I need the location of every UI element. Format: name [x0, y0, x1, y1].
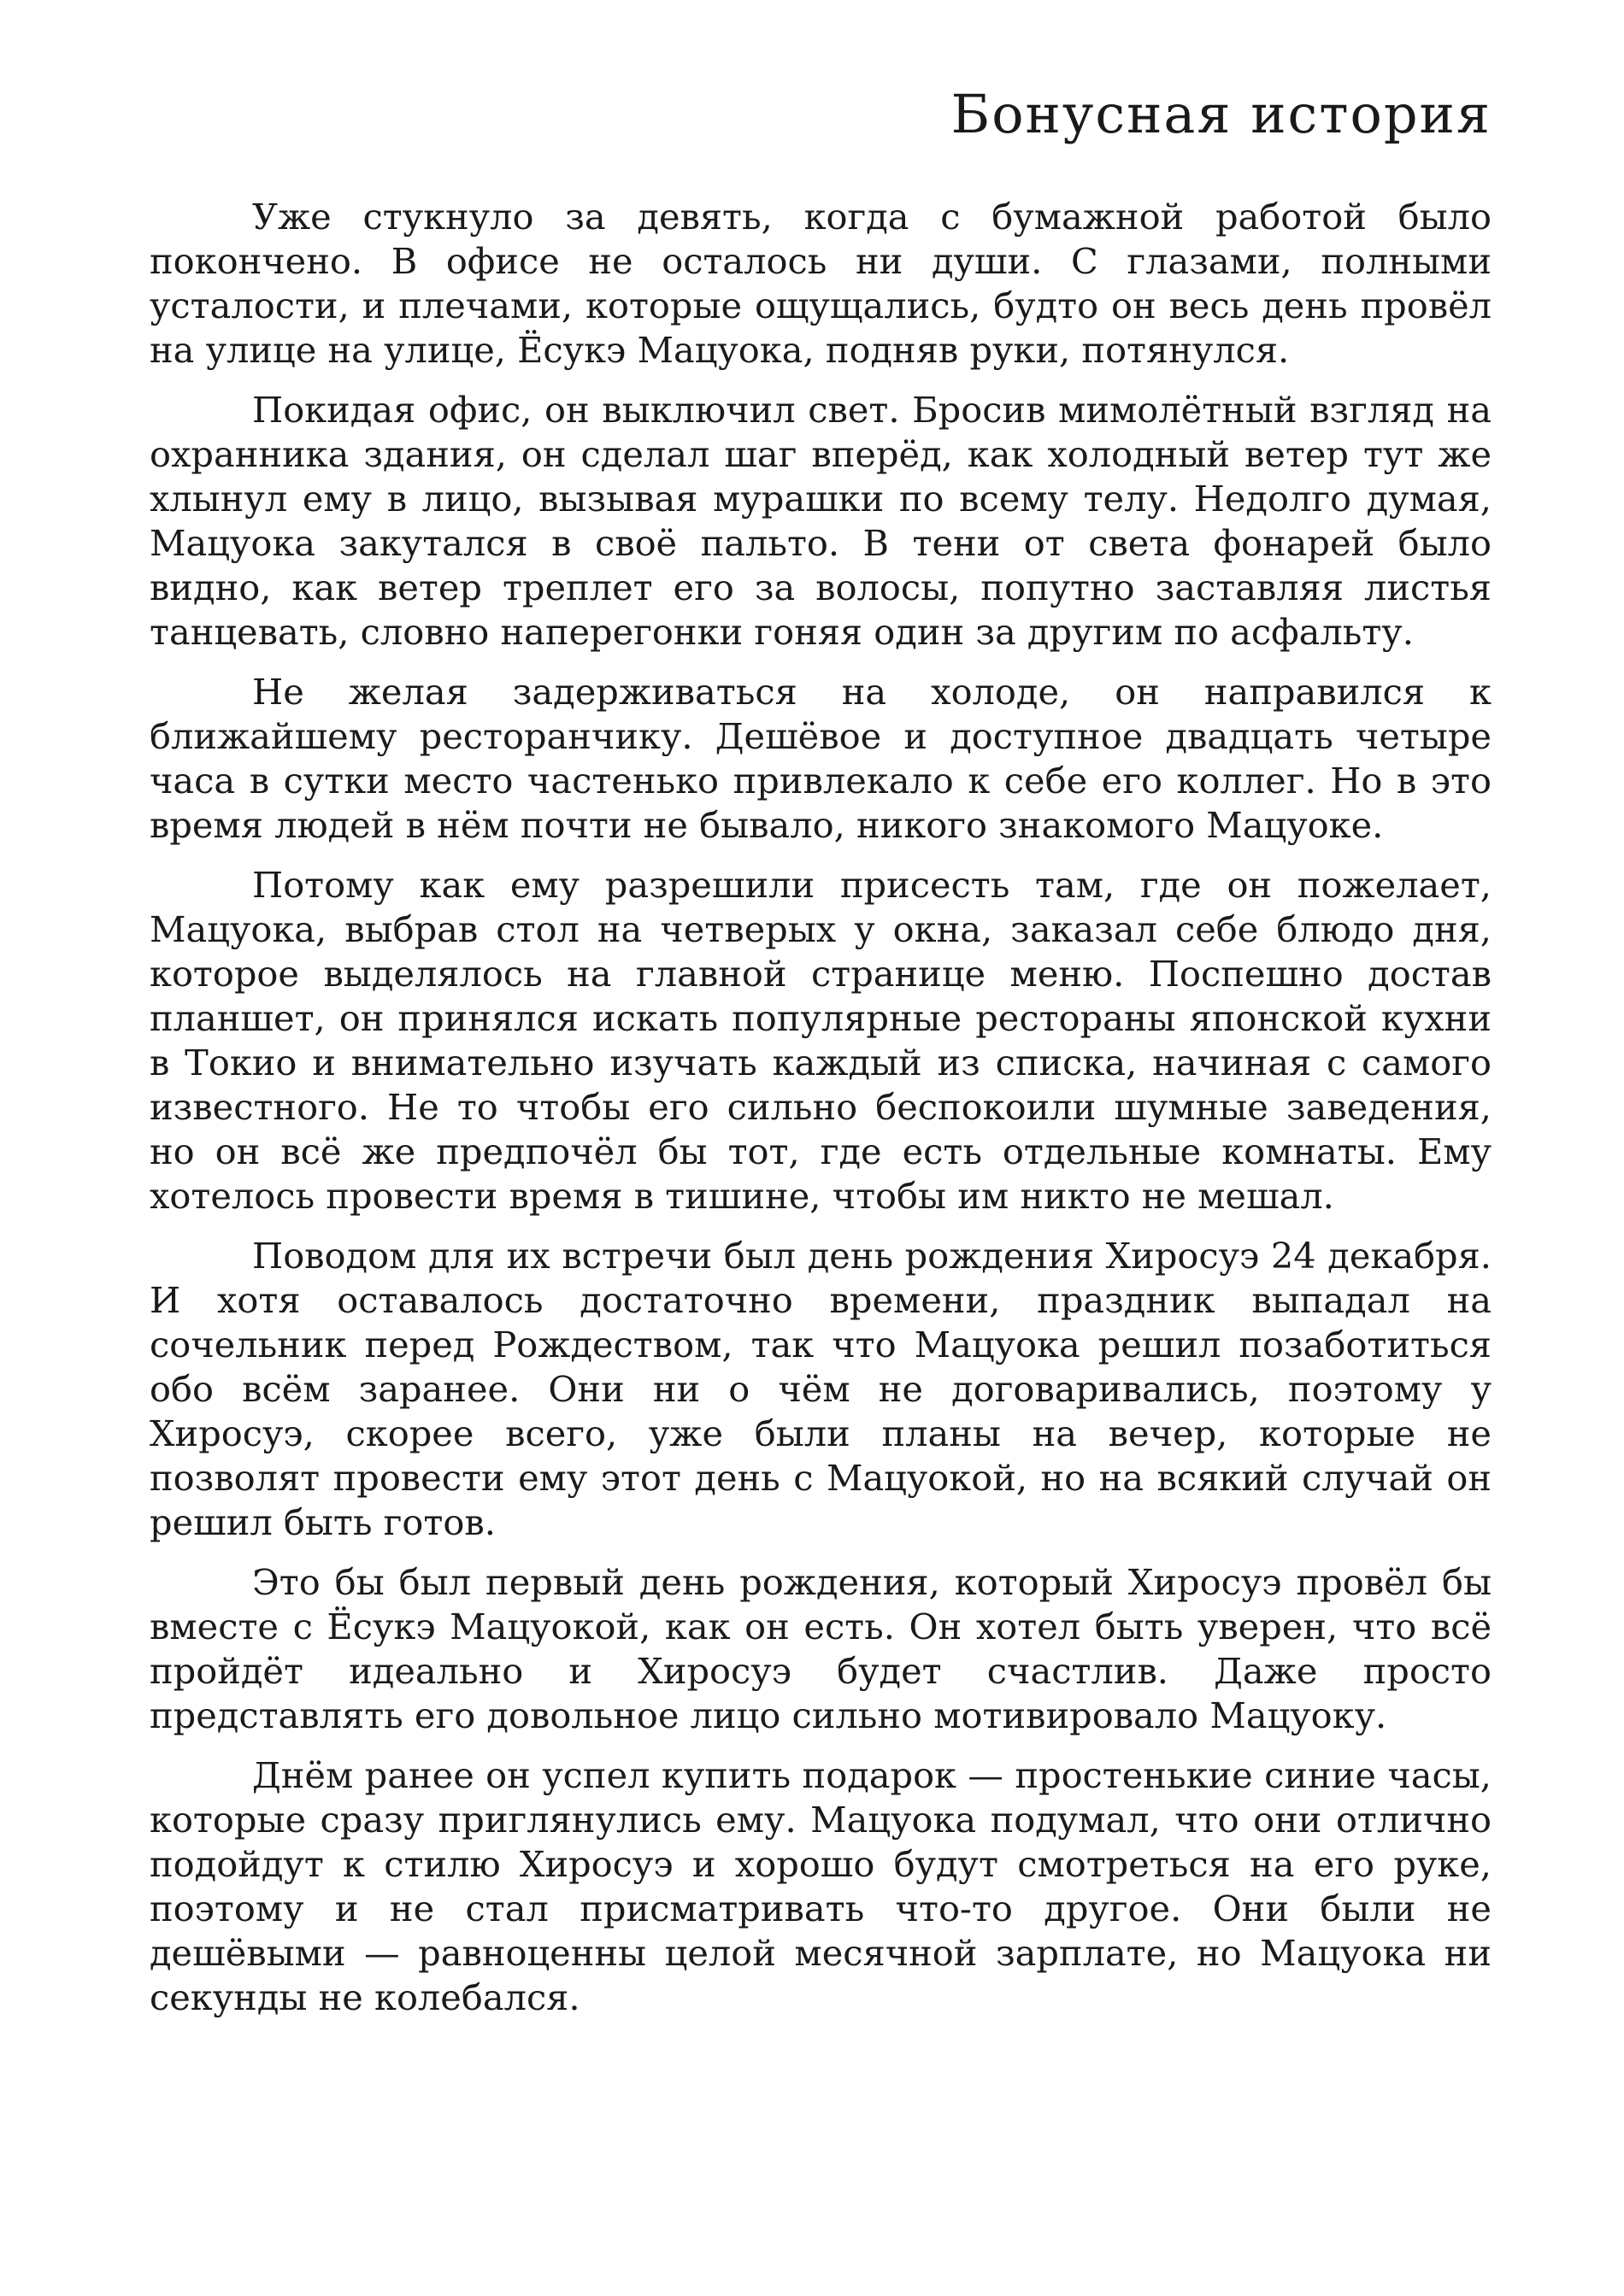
paragraph: Не желая задерживаться на холоде, он направился к ближайшему ресторанчику. Дешёвое и доступное двадцать четыре часа в сутки место частенько привлекало к себе его коллег. Но в это время людей в нём почти не бывало, никого знакомого Мацуоке. [150, 671, 1492, 846]
chapter-title: Бонусная история [950, 83, 1492, 145]
book-page [150, 0, 1492, 2035]
chapter-body [150, 195, 1492, 2020]
paragraph: Уже стукнуло за девять, когда с бумажной работой было покончено. В офисе не осталось ни души. С глазами, полными усталости, и плечами, которые ощущались, будто он весь день провёл на улице на улице, Ёсукэ Мацуока, подняв руки, потянулся. [150, 196, 1492, 371]
paragraph: Это бы был первый день рождения, который Хиросуэ провёл бы вместе с Ёсукэ Мацуокой, как он есть. Он хотел быть уверен, что всё пройдёт идеально и Хиросуэ будет счастлив. Даже просто представлять его довольное лицо сильно мотивировало Мацуоку. [150, 1561, 1492, 1736]
paragraph: Поводом для их встречи был день рождения Хиросуэ 24 декабря. И хотя оставалось достаточно времени, праздник выпадал на сочельник перед Рождеством, так что Мацуока решил позаботиться обо всём заранее. Они ни о чём не договаривались, поэтому у Хиросуэ, скорее всего, уже были планы на вечер, которые не позволят провести ему этот день с Мацуокой, но на всякий случай он решил быть готов. [150, 1235, 1492, 1543]
paragraph: Потому как ему разрешили присесть там, где он пожелает, Мацуока, выбрав стол на четверых у окна, заказал себе блюдо дня, которое выделялось на главной странице меню. Поспешно достав планшет, он принялся искать популярные рестораны японской кухни в Токио и внимательно изучать каждый из списка, начиная с самого известного. Не то чтобы его сильно беспокоили шумные заведения, но он всё же предпочёл бы тот, где есть отдельные комнаты. Ему хотелось провести время в тишине, чтобы им никто не мешал. [150, 864, 1492, 1217]
paragraph: Покидая офис, он выключил свет. Бросив мимолётный взгляд на охранника здания, он сделал шаг вперёд, как холодный ветер тут же хлынул ему в лицо, вызывая мурашки по всему телу. Недолго думая, Мацуока закутался в своё пальто. В тени от света фонарей было видно, как ветер треплет его за волосы, попутно заставляя листья танцевать, словно наперегонки гоняя один за другим по асфальту. [150, 389, 1492, 653]
paragraph: Днём ранее он успел купить подарок — простенькие синие часы, которые сразу приглянулись ему. Мацуока подумал, что они отлично подойдут к стилю Хиросуэ и хорошо будут смотреться на его руке, поэтому и не стал присматривать что-то другое. Они были не дешёвыми — равноценны целой месячной зарплате, но Мацуока ни секунды не колебался. [150, 1754, 1492, 2018]
